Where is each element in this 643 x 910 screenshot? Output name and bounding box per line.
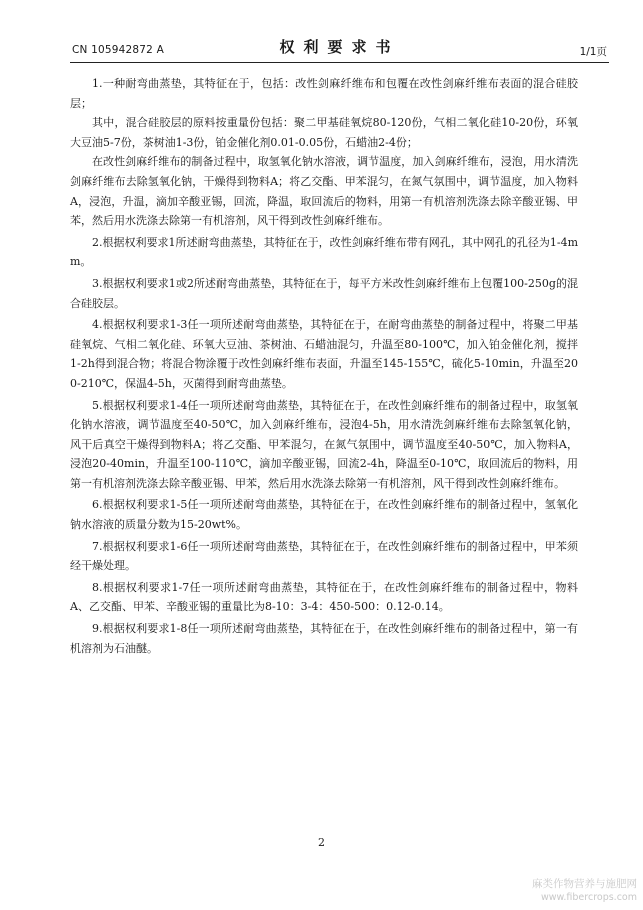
document-title: 权利要求书 [279, 38, 400, 56]
claim-5 [70, 396, 578, 494]
page-count: 1/1页 [579, 46, 607, 58]
watermark-url: www.fibercrops.com [540, 892, 637, 903]
claim-6 [70, 495, 578, 534]
claim-paragraph: 1.一种耐弯曲蒸垫，其特征在于，包括：改性剑麻纤维布和包覆在改性剑麻纤维布表面的混合硅胶层； [70, 77, 578, 110]
document-number: CN 105942872 A [72, 44, 164, 56]
claim-paragraph: 4.根据权利要求1-3任一项所述耐弯曲蒸垫，其特征在于，在耐弯曲蒸垫的制备过程中，将聚二甲基硅氧烷、气相二氧化硅、环氧大豆油、茶树油、石蜡油混匀，升温至80-100℃，加入铂金催化剂，搅拌1-2h得到混合物；将混合物涂覆于改性剑麻纤维布表面，升温至145-155℃，硫化5-10min，升温至200-210℃，保温4-5h，灭菌得到耐弯曲蒸垫。 [70, 318, 578, 390]
claims-body [70, 74, 578, 658]
claim-2 [70, 233, 578, 272]
claim-paragraph: 2.根据权利要求1所述耐弯曲蒸垫，其特征在于，改性剑麻纤维布带有网孔，其中网孔的孔径为1-4mm。 [70, 235, 578, 269]
claim-4 [70, 315, 578, 393]
claim-paragraph: 其中，混合硅胶层的原料按重量份包括：聚二甲基硅氧烷80-120份，气相二氧化硅10-20份，环氧大豆油5-7份，茶树油1-3份，铂金催化剂0.01-0.05份，石蜡油2-4份； [70, 116, 578, 149]
claim-paragraph: 8.根据权利要求1-7任一项所述耐弯曲蒸垫，其特征在于，在改性剑麻纤维布的制备过程中，物料A、乙交酯、甲苯、辛酸亚锡的重量比为8-10：3-4：450-500：0.12-0.14。 [70, 580, 578, 614]
page-number: 2 [318, 836, 325, 849]
page-header [70, 36, 609, 63]
claim-3 [70, 274, 578, 313]
claim-8 [70, 578, 578, 617]
claim-paragraph: 5.根据权利要求1-4任一项所述耐弯曲蒸垫，其特征在于，在改性剑麻纤维布的制备过程中，取氢氧化钠水溶液，调节温度至40-50℃，加入剑麻纤维布，浸泡4-5h，用水清洗剑麻纤维布去除氢氧化钠，风干后真空干燥得到物料A；将乙交酯、甲苯混匀，在氮气氛围中，调节温度至40-50℃，加入物料A，浸泡20-40min，升温至100-110℃，滴加辛酸亚锡，回流2-4h，降温至0-10℃，取回流后的物料，用第一有机溶剂洗涤去除辛酸亚锡、甲苯，然后用水洗涤去除第一有机溶剂，风干得到改性剑麻纤维布。 [70, 398, 578, 490]
claim-7 [70, 537, 578, 576]
site-watermark [525, 878, 637, 904]
claim-9 [70, 619, 578, 658]
claim-paragraph: 3.根据权利要求1或2所述耐弯曲蒸垫，其特征在于，每平方米改性剑麻纤维布上包覆100-250g的混合硅胶层。 [70, 276, 578, 310]
claim-paragraph: 在改性剑麻纤维布的制备过程中，取氢氧化钠水溶液，调节温度，加入剑麻纤维布，浸泡，用水清洗剑麻纤维布去除氢氧化钠，干燥得到物料A；将乙交酯、甲苯混匀，在氮气氛围中，调节温度，加入物料A，浸泡，升温，滴加辛酸亚锡，回流，降温，取回流后的物料，用第一有机溶剂洗涤去除辛酸亚锡、甲苯，然后用水洗涤去除第一有机溶剂，风干得到改性剑麻纤维布。 [70, 155, 578, 228]
claim-paragraph: 6.根据权利要求1-5任一项所述耐弯曲蒸垫，其特征在于，在改性剑麻纤维布的制备过程中，氢氧化钠水溶液的质量分数为15-20wt%。 [70, 498, 578, 532]
watermark-title: 麻类作物营养与施肥网 [532, 878, 637, 890]
claim-paragraph: 9.根据权利要求1-8任一项所述耐弯曲蒸垫，其特征在于，在改性剑麻纤维布的制备过程中，第一有机溶剂为石油醚。 [70, 622, 578, 655]
claim-1 [70, 74, 578, 231]
claim-paragraph: 7.根据权利要求1-6任一项所述耐弯曲蒸垫，其特征在于，在改性剑麻纤维布的制备过程中，甲苯须经干燥处理。 [70, 539, 578, 573]
